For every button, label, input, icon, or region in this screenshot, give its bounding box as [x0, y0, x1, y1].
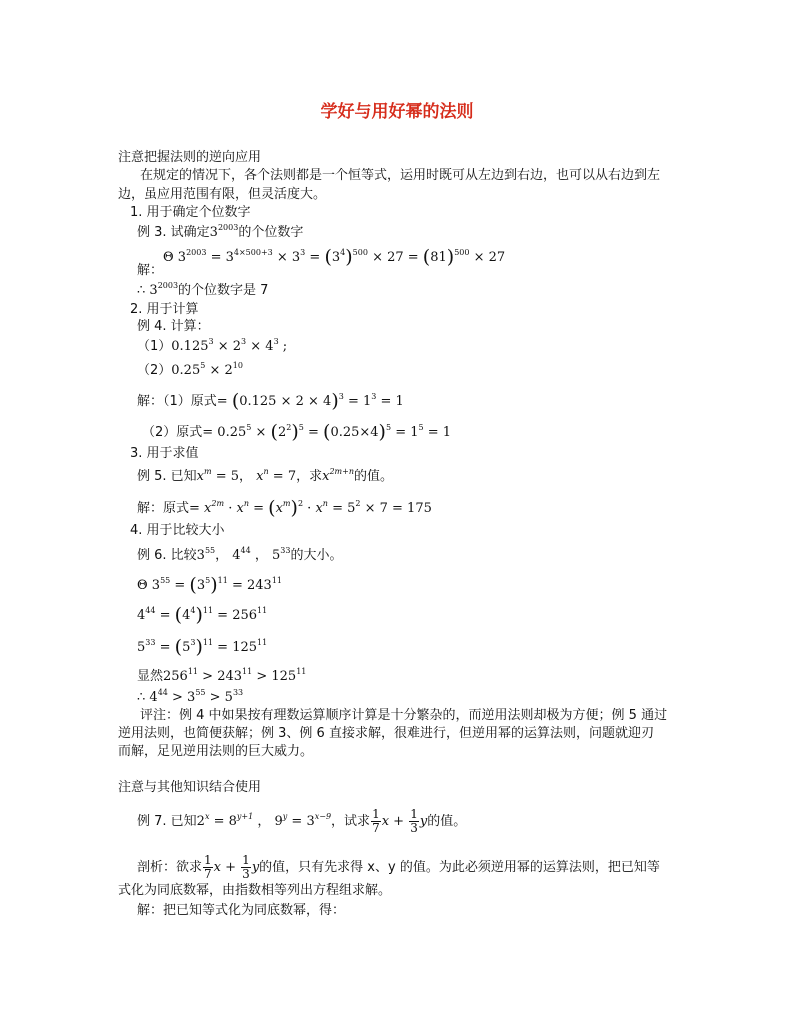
math-expr: $2^x = 8^{y+1}$ ， $9^y = 3^{x-9}$: [196, 812, 332, 829]
example-5-mid: ，求: [296, 469, 323, 484]
solution-label: 解：: [137, 263, 164, 278]
analysis-line-1: 剖析：欲求 $\frac{1}{7}$ x + $\frac{1}{3}$ y的值，只有先求得 x、y 的值。为此必须逆用幂的运算法则，把已知等: [137, 853, 660, 881]
fraction-one-third: $\frac{1}{3}$: [242, 853, 250, 881]
solution-5: [137, 499, 432, 518]
question-2: [137, 362, 243, 380]
example-4: 例 4. 计算：: [137, 319, 210, 334]
comment-line-2: 逆用法则，也简便获解；例 3、例 6 直接求解，很难进行，但逆用幂的运算法则，问题就迎刃: [118, 726, 654, 741]
example-6-tail: 的大小。: [290, 548, 343, 563]
question-1: [137, 338, 287, 356]
analysis-line-2: 式化为同底数幂，由指数相等列出方程组求解。: [118, 883, 392, 898]
example-5-tail: 的值。: [354, 469, 394, 484]
fraction-one-seventh: $\frac{1}{7}$: [372, 807, 380, 835]
math-line-ex6-4: [137, 668, 306, 686]
solution-4-2: [142, 423, 451, 442]
fraction-one-seventh: $\frac{1}{7}$: [204, 853, 212, 881]
analysis-label: 剖析：欲求: [137, 860, 203, 875]
example-3: [137, 224, 303, 242]
example-6-label: 例 6. 比较: [137, 548, 197, 563]
math-expr: $x^m = 5$， $x^n = 7$: [196, 467, 297, 484]
math-expr: $5^{33} = (5^3)^{11} = 125^{11}$: [137, 636, 268, 658]
subheading-calculate: 2. 用于计算: [130, 302, 199, 317]
math-expr: = $(0.125 \times 2 \times 4)^3 = 1^3 = 1$: [216, 390, 404, 412]
comment-line-1: 评注：例 4 中如果按有理数运算顺序计算是十分繁杂的，而逆用法则却极为方便；例 5 通过: [140, 708, 668, 723]
math-line-ex6-3: [137, 638, 267, 657]
solution-7-intro: 解：把已知等式化为同底数幂，得：: [137, 903, 346, 918]
math-line-ex6-1: [137, 576, 282, 595]
math-expr: $3^{2003} = 3^{4\times 500+3} \times 3^3 = (3^4)^{500} \times 27 = (81)^{500} \times 27$: [173, 246, 506, 268]
conclusion-ex3: [137, 282, 268, 300]
comment-line-3: 而解，足见逆用法则的巨大威力。: [118, 744, 314, 759]
example-5: [137, 468, 393, 486]
example-7-mid: ，试求: [331, 814, 371, 829]
page-title: 学好与用好幂的法则: [320, 102, 474, 122]
solution-4-2-label: （2）原式: [142, 425, 203, 440]
example-7-label: 例 7. 已知: [137, 814, 197, 829]
example-5-label: 例 5. 已知: [137, 469, 197, 484]
solution-5-label: 解：原式: [137, 501, 190, 516]
section-heading-combine: 注意与其他知识结合使用: [118, 780, 262, 795]
subheading-units-digit: 1. 用于确定个位数字: [130, 205, 251, 220]
subheading-compare: 4. 用于比较大小: [130, 523, 225, 538]
math-expr: $0.25^5 \times 2^{10}$: [171, 361, 243, 378]
math-expr: $x^{2m+n}$: [322, 467, 354, 484]
because-symbol: Θ: [163, 250, 174, 265]
example-7-tail: 的值。: [427, 814, 467, 829]
math-line-ex6-5: [137, 689, 243, 707]
math-expr: $3^{2003}$: [145, 281, 179, 298]
math-expr: = $0.25^5 \times (2^2)^5 = (0.25\times 4)^5 = 1^5 = 1$: [202, 421, 452, 443]
question-1-label: （1）: [137, 339, 172, 354]
subheading-evaluate: 3. 用于求值: [130, 446, 199, 461]
math-line-ex3: [163, 248, 505, 267]
example-7: 例 7. 已知$2^x = 8^{y+1}$ ， $9^y = 3^{x-9}$，试求 $\frac{1}{7}$ x + $\frac{1}{3}$ y的值。: [137, 807, 467, 835]
math-expr: ∴ $4^{44} > 3^{55} > 5^{33}$: [137, 688, 244, 705]
math-line-ex6-2: [137, 606, 267, 625]
math-expr: $256^{11} > 243^{11} > 125^{11}$: [163, 667, 307, 684]
example-3-label: 例 3. 试确定: [137, 225, 210, 240]
therefore-symbol: ∴: [137, 283, 146, 298]
intro-line-1: 在规定的情况下，各个法则都是一个恒等式，运用时既可从左边到右边，也可以从右边到左: [140, 168, 661, 183]
math-expr: $3^{55}$， $4^{44}$ ， $5^{33}$: [196, 546, 291, 563]
math-expr: $3^{2003}$: [209, 223, 239, 240]
section-heading-inverse: 注意把握法则的逆向应用: [118, 150, 262, 165]
obvious-label: 显然: [137, 669, 164, 684]
conclusion-text: 的个位数字是 7: [178, 283, 269, 298]
question-2-label: （2）: [137, 363, 172, 378]
example-3-tail: 的个位数字: [238, 225, 304, 240]
example-6: [137, 547, 342, 565]
math-expr: = $x^{2m} \cdot x^n = (x^m)^2 \cdot x^n = 5^2 \times 7 = 175$: [189, 497, 432, 519]
solution-4-1: [137, 392, 404, 411]
intro-line-2: 边，虽应用范围有限，但灵活度大。: [118, 187, 327, 202]
fraction-one-third: $\frac{1}{3}$: [410, 807, 418, 835]
math-expr: Θ $3^{55} = (3^5)^{11} = 243^{11}$: [137, 574, 282, 596]
solution-4-1-label: 解：（1）原式: [137, 394, 217, 409]
math-expr: $4^{44} = (4^4)^{11} = 256^{11}$: [137, 604, 268, 626]
math-expr: $0.125^3 \times 2^3 \times 4^3$ ;: [171, 337, 288, 354]
analysis-tail: 的值，只有先求得 x、y 的值。为此必须逆用幂的运算法则，把已知等: [259, 860, 660, 875]
